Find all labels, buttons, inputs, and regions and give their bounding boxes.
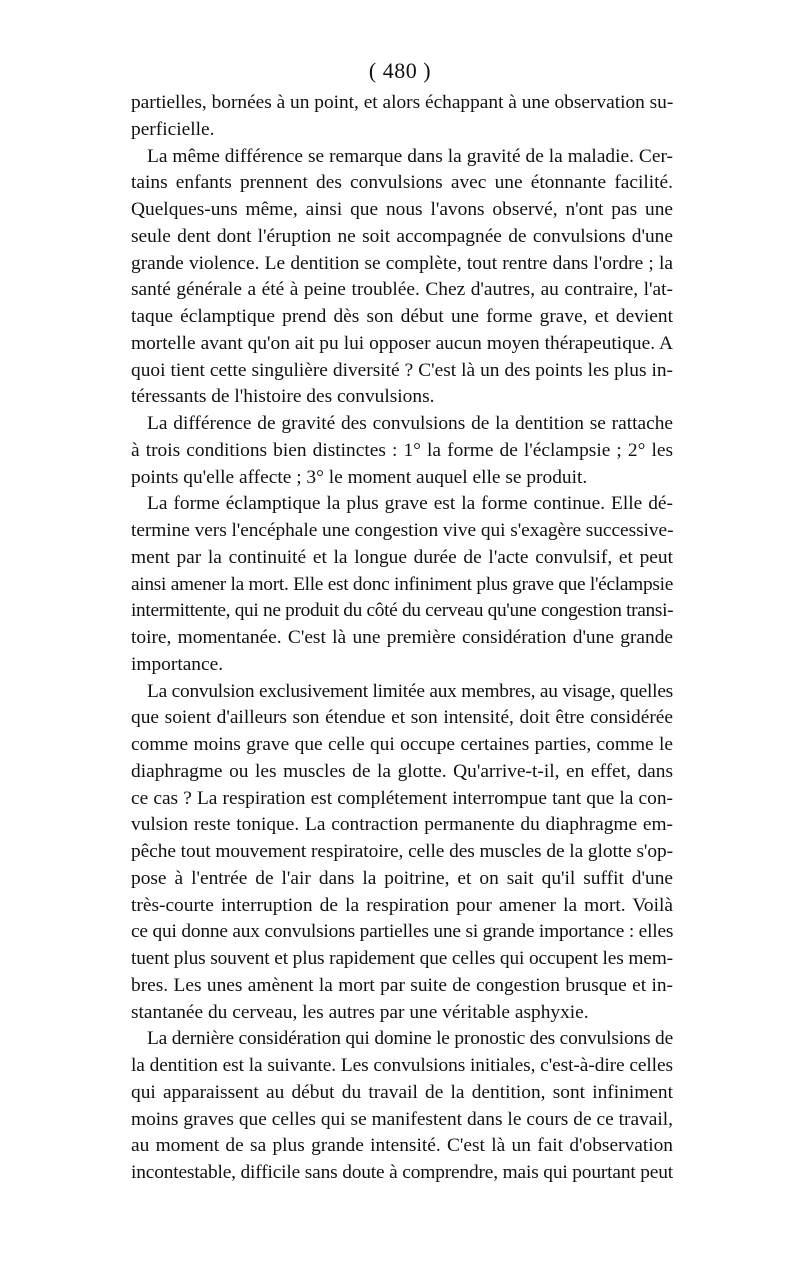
text-line: ce cas ? La respiration est complétement interrompue tant que la con- [131, 787, 673, 809]
text-line: au moment de sa plus grande intensité. C'est là un fait d'observation [131, 1135, 673, 1157]
text-line: tains enfants prennent des convulsions avec une étonnante facilité. [131, 172, 673, 194]
text-line: La forme éclamptique la plus grave est la forme continue. Elle dé- [147, 493, 673, 515]
text-line: que soient d'ailleurs son étendue et son intensité, doit être considérée [131, 707, 673, 729]
text-line: mortelle avant qu'on ait pu lui opposer aucun moyen thérapeutique. A [131, 332, 673, 354]
text-line: bres. Les unes amènent la mort par suite de congestion brusque et in- [131, 974, 673, 996]
body-text [131, 90, 673, 1187]
page-number: ( 480 ) [368, 58, 432, 83]
text-line: incontestable, difficile sans doute à comprendre, mais qui pourtant peut [131, 1162, 673, 1183]
text-line: très-courte interruption de la respiration pour amener la mort. Voilà [131, 894, 673, 916]
text-line: comme moins grave que celle qui occupe certaines parties, comme le [131, 734, 673, 755]
text-line: pêche tout mouvement respiratoire, celle des muscles de la glotte s'op- [131, 841, 673, 862]
text-line: importance. [131, 653, 224, 675]
text-line: partielles, bornées à un point, et alors échappant à une observation su- [131, 92, 674, 113]
text-line: toire, momentanée. C'est là une première considération d'une grande [131, 627, 673, 648]
text-line: La dernière considération qui domine le pronostic des convulsions de [147, 1028, 673, 1050]
text-line: stantanée du cerveau, les autres par une véritable asphyxie. [131, 1001, 589, 1023]
text-line: perficielle. [131, 118, 215, 140]
text-line: seule dent dont l'éruption ne soit accompagnée de convulsions d'une [131, 225, 673, 247]
text-line: Quelques-uns même, ainsi que nous l'avons observé, n'ont pas une [131, 199, 673, 220]
text-line: vulsion reste tonique. La contraction permanente du diaphragme em- [131, 814, 673, 836]
text-line: ment par la continuité et la longue durée de l'acte convulsif, et peut [131, 546, 673, 568]
text-line: moins graves que celles qui se manifestent dans le cours de ce travail, [131, 1108, 673, 1130]
text-line: La convulsion exclusivement limitée aux membres, au visage, quelles [147, 680, 673, 702]
text-line: pose à l'entrée de l'air dans la poitrine, et on sait qu'il suffit d'une [131, 867, 673, 889]
text-line: La même différence se remarque dans la gravité de la maladie. Cer- [147, 145, 673, 167]
text-line: La différence de gravité des convulsions de la dentition se rattache [147, 413, 673, 434]
text-line: ainsi amener la mort. Elle est donc infiniment plus grave que l'éclampsie [131, 573, 673, 595]
text-line: points qu'elle affecte ; 3° le moment auquel elle se produit. [131, 466, 588, 488]
text-line: grande violence. Le dentition se complète, tout rentre dans l'ordre ; la [131, 252, 673, 274]
text-line: termine vers l'encéphale une congestion vive qui s'exagère successive- [131, 520, 674, 541]
text-line: téressants de l'histoire des convulsions. [131, 386, 435, 408]
text-line: taque éclamptique prend dès son début une forme grave, et devient [131, 306, 673, 327]
text-line: qui apparaissent au début du travail de la dentition, sont infiniment [131, 1081, 673, 1103]
text-line: la dentition est la suivante. Les convulsions initiales, c'est-à-dire celles [131, 1055, 673, 1076]
text-line: ce qui donne aux convulsions partielles une si grande importance : elles [131, 921, 674, 943]
text-line: intermittente, qui ne produit du côté du cerveau qu'une congestion transi- [131, 600, 674, 622]
text-line: à trois conditions bien distinctes : 1° la forme de l'éclampsie ; 2° les [131, 439, 673, 461]
text-line: diaphragme ou les muscles de la glotte. Qu'arrive-t-il, en effet, dans [131, 760, 673, 782]
text-line: tuent plus souvent et plus rapidement que celles qui occupent les mem- [131, 948, 673, 969]
text-line: santé générale a été à peine troublée. Chez d'autres, au contraire, l'at- [131, 279, 673, 301]
text-line: quoi tient cette singulière diversité ? C'est là un des points les plus in- [131, 359, 673, 381]
